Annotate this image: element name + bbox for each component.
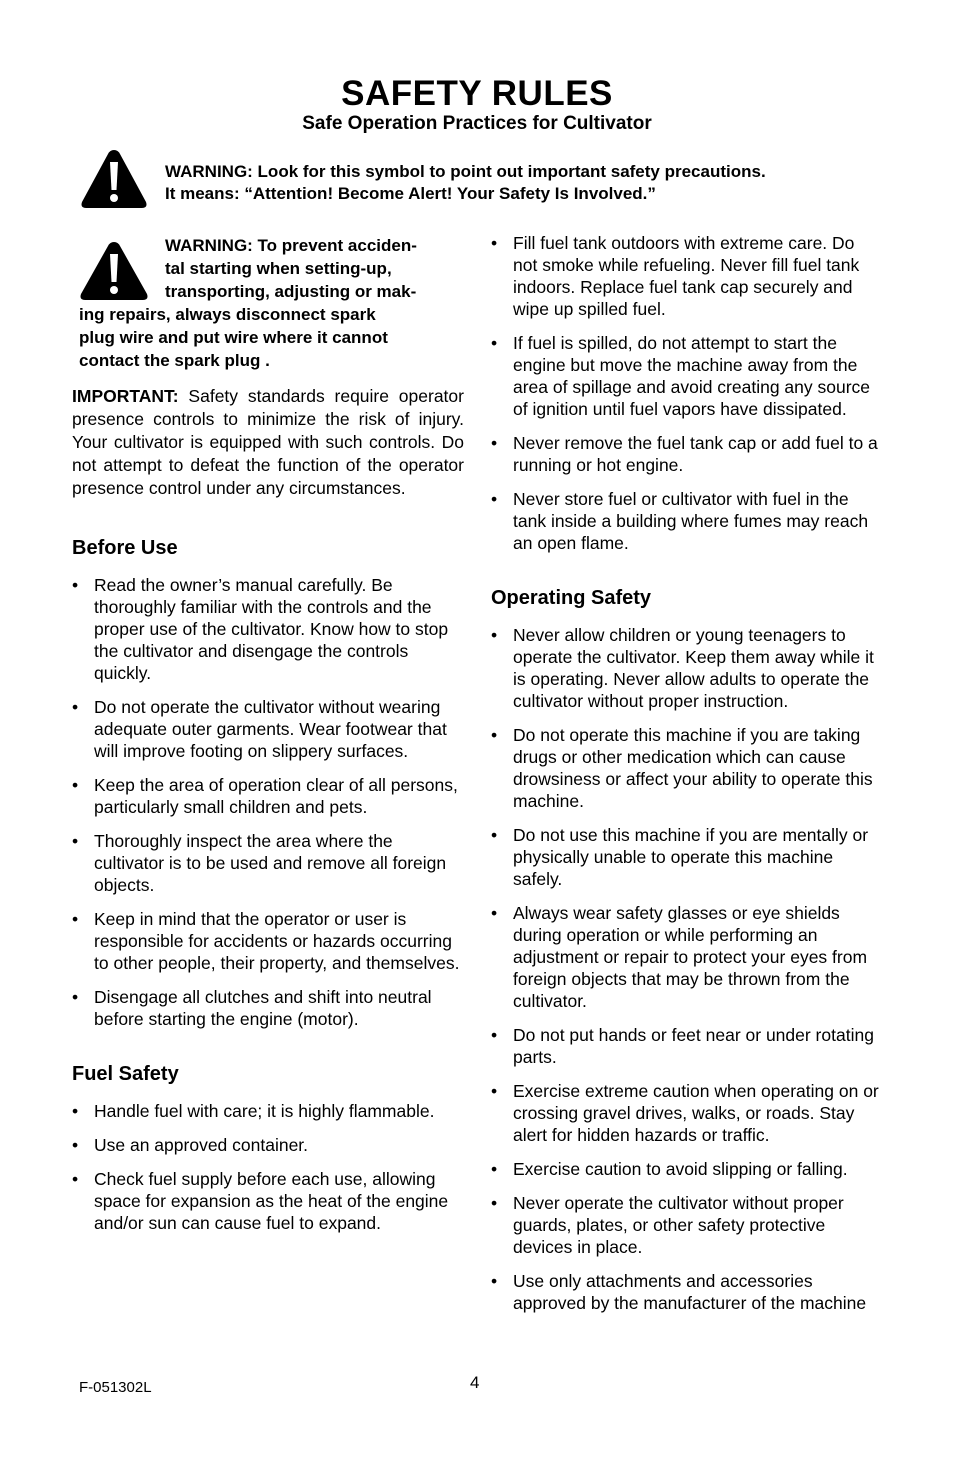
list-item: • Exercise caution to avoid slipping or falling. — [491, 1159, 848, 1179]
bullet: • — [491, 1193, 498, 1213]
bullet: • — [72, 909, 79, 929]
warning-triangle-icon — [77, 239, 151, 303]
bullet: • — [72, 775, 79, 795]
before-use-list — [72, 574, 464, 1030]
list-item: • If fuel is spilled, do not attempt to start the engine but move the machine away from the area of spillage and avoid creating any source of ignition until fuel vapors have dissipated. — [491, 333, 871, 419]
bullet: • — [491, 625, 498, 645]
left-column — [72, 234, 464, 1246]
warning-starting-line: ing repairs, always disconnect spark — [79, 305, 376, 324]
document-code: F-051302L — [79, 1379, 152, 1396]
page-title: SAFETY RULES — [341, 74, 613, 113]
list-item: • Always wear safety glasses or eye shields during operation or while performing an adjustment or repair to protect your eyes from foreign objects that may be thrown from the cultivator. — [491, 903, 868, 1011]
bullet: • — [491, 903, 498, 923]
bullet: • — [491, 825, 498, 845]
bullet: • — [491, 433, 498, 453]
warning-starting-line: plug wire and put wire where it cannot — [79, 328, 388, 347]
bullet: • — [72, 1101, 79, 1121]
right-column — [491, 232, 883, 1314]
list-item: • Handle fuel with care; it is highly flammable. — [72, 1101, 435, 1121]
list-item: • Keep the area of operation clear of all persons, particularly small children and pets. — [72, 775, 458, 817]
bullet: • — [491, 489, 498, 509]
list-item: • Do not operate the cultivator without wearing adequate outer garments. Wear footwear that will improve footing on slippery surfaces. — [72, 697, 447, 761]
bullet: • — [72, 1135, 79, 1155]
section-heading-before-use: Before Use — [72, 537, 178, 559]
list-item: • Do not put hands or feet near or under rotating parts. — [491, 1025, 874, 1067]
operating-safety-list — [491, 624, 883, 1314]
bullet: • — [72, 697, 79, 717]
warning-triangle-icon — [78, 146, 150, 212]
list-item: • Never allow children or young teenagers to operate the cultivator. Keep them away while it is operating. Never allow adults to operate the cultivator without proper instruction. — [491, 625, 874, 711]
bullet: • — [491, 233, 498, 253]
page-subtitle: Safe Operation Practices for Cultivator — [302, 113, 652, 134]
list-item: • Never store fuel or cultivator with fuel in the tank inside a building where fumes may reach an open flame. — [491, 489, 869, 553]
bullet: • — [491, 1159, 498, 1179]
list-item: • Never operate the cultivator without proper guards, plates, or other safety protective devices in place. — [491, 1193, 844, 1257]
list-item: • Use only attachments and accessories approved by the manufacturer of the machine — [491, 1271, 867, 1313]
list-item: • Never remove the fuel tank cap or add fuel to a running or hot engine. — [491, 433, 878, 475]
bullet: • — [72, 987, 79, 1007]
bullet: • — [72, 575, 79, 595]
bullet: • — [491, 1025, 498, 1045]
warning-starting-line: contact the spark plug . — [79, 351, 270, 370]
warning-starting-line: WARNING: To prevent acciden- — [165, 236, 417, 255]
fuel-safety-list-continued — [491, 232, 883, 554]
list-item: • Thoroughly inspect the area where the cultivator is to be used and remove all foreign objects. — [72, 831, 447, 895]
bullet: • — [491, 333, 498, 353]
warning-starting-line: tal starting when setting-up, — [165, 259, 392, 278]
bullet: • — [491, 1081, 498, 1101]
list-item: • Fill fuel tank outdoors with extreme care. Do not smoke while refueling. Never fill fuel tank indoors. Replace fuel tank cap securely and wipe up spilled fuel. — [491, 233, 860, 319]
list-item: • Keep in mind that the operator or user is responsible for accidents or hazards occurring to other people, their property, and themselves. — [72, 909, 460, 973]
bullet: • — [72, 1169, 79, 1189]
bullet: • — [491, 1271, 498, 1291]
warning-symbol-line: WARNING: Look for this symbol to point out important safety precautions. — [165, 162, 766, 181]
important-label: IMPORTANT: — [72, 386, 179, 406]
section-heading-operating-safety: Operating Safety — [491, 587, 652, 609]
page-number: 4 — [470, 1373, 480, 1392]
warning-symbol-notice — [165, 161, 885, 205]
list-item: • Do not use this machine if you are mentally or physically unable to operate this machine safely. — [491, 825, 869, 889]
section-heading-fuel-safety: Fuel Safety — [72, 1063, 179, 1085]
list-item: • Use an approved container. — [72, 1135, 309, 1155]
list-item: • Read the owner’s manual carefully. Be thoroughly familiar with the controls and the proper use of the cultivator. Know how to stop the cultivator and disengage the controls quickly. — [72, 575, 449, 683]
list-item: • Check fuel supply before each use, allowing space for expansion as the heat of the engine and/or sun can cause fuel to expand. — [72, 1169, 449, 1233]
fuel-safety-list — [72, 1100, 464, 1234]
important-text: Safety standards require operator presence controls to minimize the risk of injury. Your cultivator is equipped with such controls. Do not attempt to defeat the function of the operator presence control under any circumstances. — [72, 386, 464, 498]
bullet: • — [72, 831, 79, 851]
list-item: • Disengage all clutches and shift into neutral before starting the engine (motor). — [72, 987, 432, 1029]
warning-symbol-line: It means: “Attention! Become Alert! Your Safety Is Involved.” — [165, 184, 656, 203]
important-notice — [72, 385, 464, 500]
list-item: • Do not operate this machine if you are taking drugs or other medication which can cause drowsiness or affect your ability to operate this machine. — [491, 725, 873, 811]
warning-starting-line: transporting, adjusting or mak- — [165, 282, 417, 301]
bullet: • — [491, 725, 498, 745]
warning-starting-notice — [72, 234, 464, 372]
list-item: • Exercise extreme caution when operating on or crossing gravel drives, walks, or roads. Stay alert for hidden hazards or traffic. — [491, 1081, 879, 1145]
